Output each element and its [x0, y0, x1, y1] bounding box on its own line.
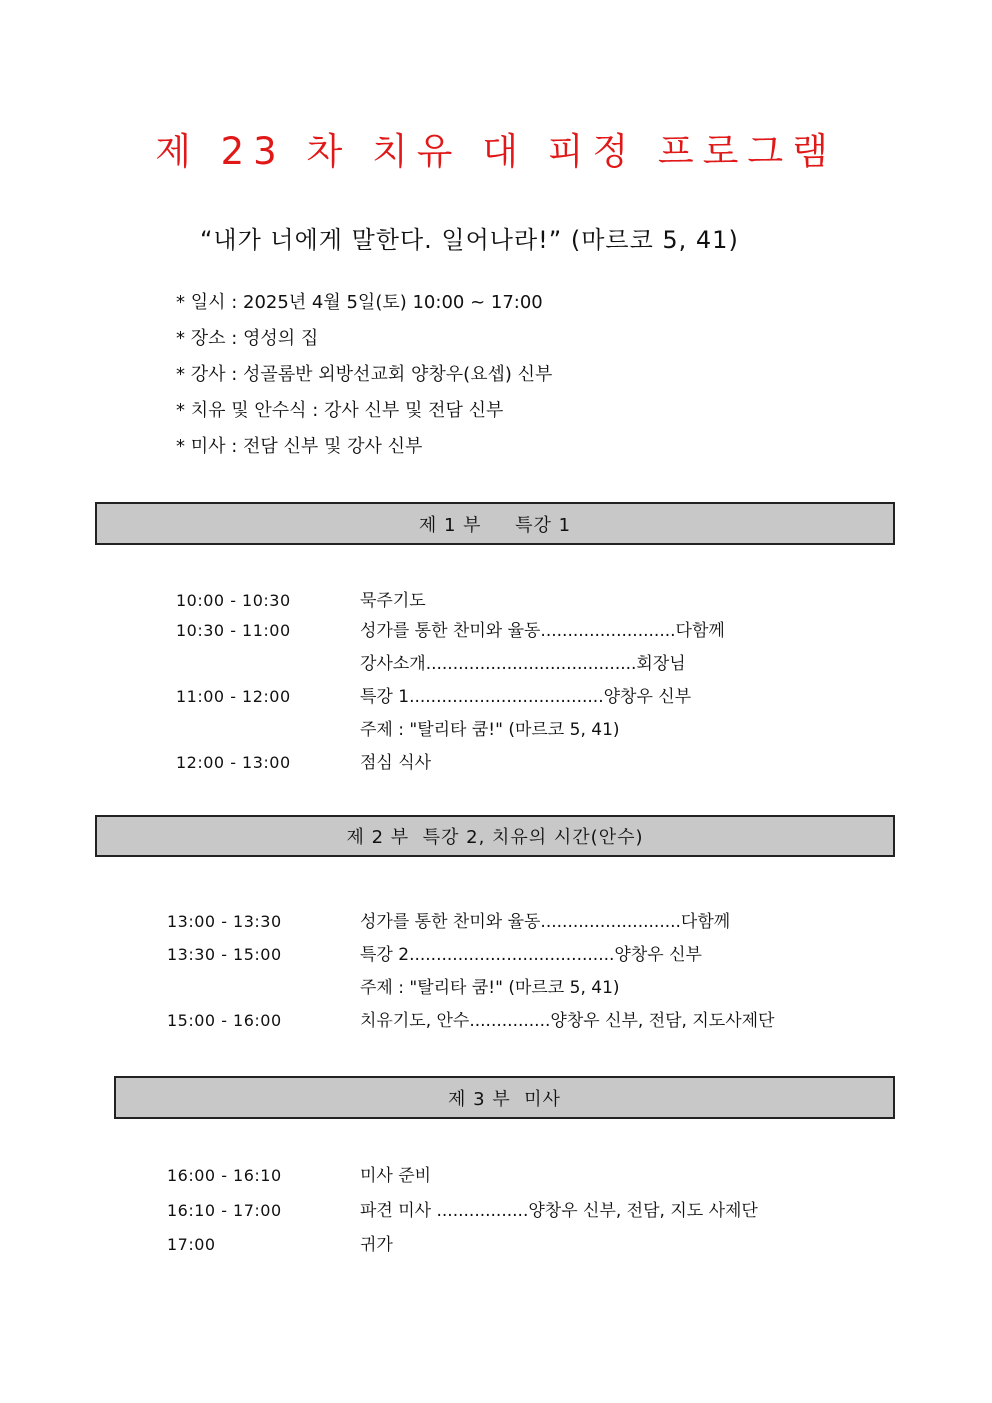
schedule-activity: 귀가 — [360, 1235, 393, 1255]
schedule-time: 16:00 - 16:10 — [167, 1166, 282, 1185]
page-title: 제 23 차 치유 대 피정 프로그램 — [155, 130, 837, 173]
info-date: * 일시 : 2025년 4월 5일(토) 10:00 ~ 17:00 — [176, 292, 543, 313]
schedule-activity: 성가를 통한 찬미와 율동..........................다함께 — [360, 912, 731, 932]
schedule-time: 17:00 — [167, 1235, 216, 1254]
info-mass: * 미사 : 전담 신부 및 강사 신부 — [176, 436, 423, 457]
schedule-time: 13:00 - 13:30 — [167, 912, 282, 931]
section-1-header — [95, 502, 895, 545]
section-2-header-label: 제 2 부 특강 2, 치유의 시간(안수) — [346, 827, 644, 848]
schedule-activity: 특강 1....................................양창우 신부 — [360, 687, 692, 707]
section-3-header-label: 제 3 부 미사 — [448, 1088, 561, 1110]
schedule-time: 16:10 - 17:00 — [167, 1201, 282, 1220]
schedule-activity: 미사 준비 — [360, 1166, 432, 1186]
schedule-activity: 치유기도, 안수...............양창우 신부, 전담, 지도사제단 — [360, 1011, 775, 1031]
info-lecturer: * 강사 : 성골롬반 외방선교회 양창우(요셉) 신부 — [176, 364, 553, 385]
schedule-time: 10:30 - 11:00 — [176, 621, 291, 640]
schedule-time: 12:00 - 13:00 — [176, 753, 291, 772]
section-3-header — [114, 1076, 895, 1119]
info-place: * 장소 : 영성의 집 — [176, 328, 319, 349]
schedule-time: 11:00 - 12:00 — [176, 687, 291, 706]
scripture-quote: “내가 너에게 말한다. 일어나라!” (마르코 5, 41) — [200, 226, 739, 254]
schedule-activity: 점심 식사 — [360, 753, 432, 773]
schedule-time: 13:30 - 15:00 — [167, 945, 282, 964]
schedule-activity: 주제 : "탈리타 쿰!" (마르코 5, 41) — [360, 720, 620, 740]
schedule-activity: 성가를 통한 찬미와 율동.........................다함께 — [360, 621, 725, 641]
schedule-time: 15:00 - 16:00 — [167, 1011, 282, 1030]
schedule-activity: 묵주기도 — [360, 591, 426, 611]
info-healing: * 치유 및 안수식 : 강사 신부 및 전담 신부 — [176, 400, 504, 421]
schedule-activity: 특강 2......................................양창우 신부 — [360, 945, 702, 965]
section-2-header — [95, 815, 895, 857]
schedule-activity: 강사소개.......................................회장님 — [360, 654, 686, 674]
section-1-header-label: 제 1 부 특강 1 — [418, 514, 572, 536]
schedule-activity: 주제 : "탈리타 쿰!" (마르코 5, 41) — [360, 978, 620, 998]
schedule-activity: 파견 미사 .................양창우 신부, 전담, 지도 사제단 — [360, 1201, 758, 1221]
schedule-time: 10:00 - 10:30 — [176, 591, 291, 610]
